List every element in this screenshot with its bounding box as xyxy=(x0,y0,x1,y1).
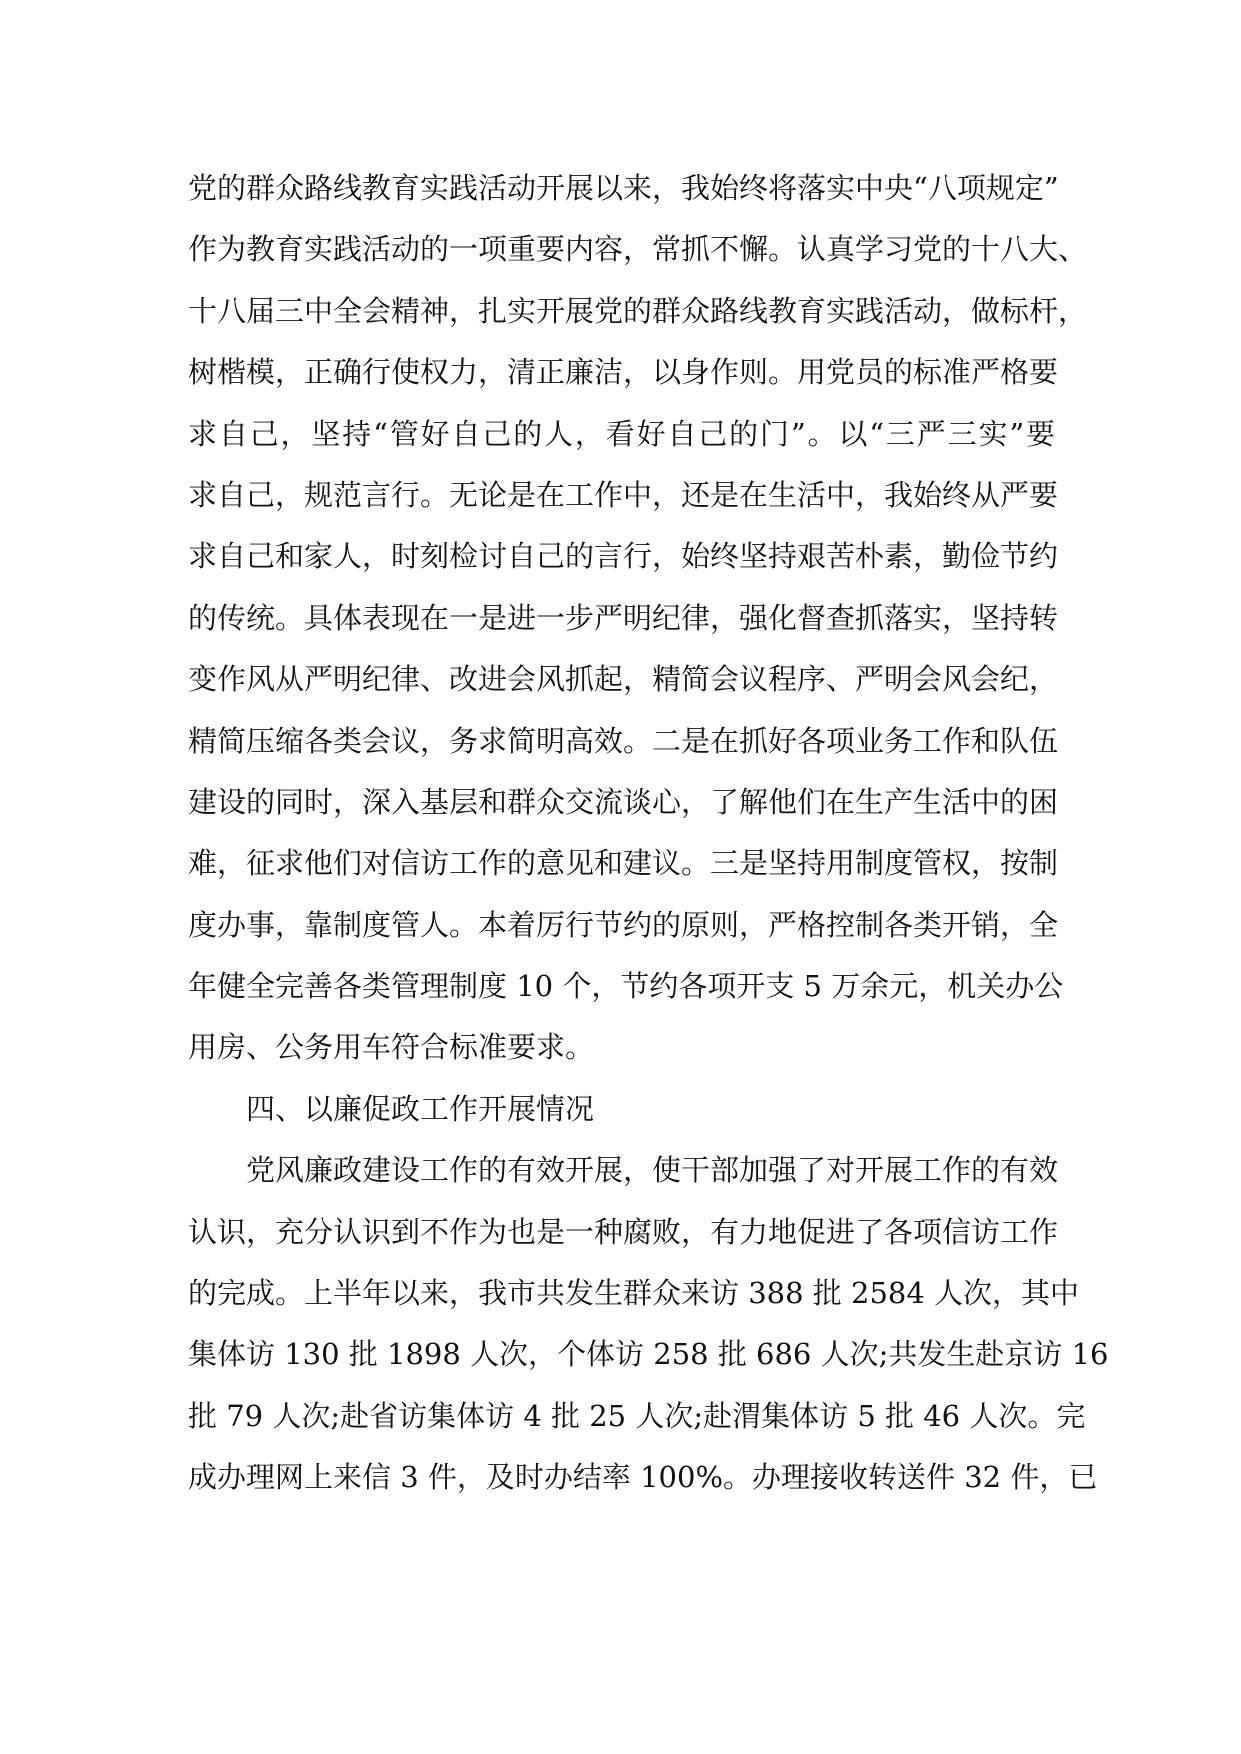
text-line: 变作风从严明纪律、改进会风抓起，精简会议程序、严明会风会纪， xyxy=(188,662,1059,697)
text-line: 度办事，靠制度管人。本着厉行节约的原则，严格控制各类开销，全 xyxy=(188,907,1059,942)
text-line: 求自己和家人，时刻检讨自己的言行，始终坚持艰苦朴素，勤俭节约 xyxy=(188,539,1059,574)
text-line: 求自己，规范言行。无论是在工作中，还是在生活中，我始终从严要 xyxy=(188,477,1059,512)
text-line: 党的群众路线教育实践活动开展以来，我始终将落实中央“八项规定” xyxy=(188,171,1059,205)
text-line: 成办理网上来信 3 件，及时办结率 100%。办理接收转送件 32 件，已 xyxy=(188,1460,1098,1495)
text-line: 的完成。上半年以来，我市共发生群众来访 388 批 2584 人次，其中 xyxy=(188,1276,1080,1311)
text-line: 的传统。具体表现在一是进一步严明纪律，强化督查抓落实，坚持转 xyxy=(188,600,1059,635)
text-line: 作为教育实践活动的一项重要内容，常抓不懈。认真学习党的十八大、 xyxy=(188,232,1088,267)
text-line: 树楷模，正确行使权力，清正廉洁，以身作则。用党员的标准严格要 xyxy=(188,355,1059,390)
text-line: 认识，充分认识到不作为也是一种腐败，有力地促进了各项信访工作 xyxy=(188,1214,1059,1249)
text-line: 批 79 人次;赴省访集体访 4 批 25 人次;赴渭集体访 5 批 46 人次。完 xyxy=(188,1398,1086,1433)
text-line: 建设的同时，深入基层和群众交流谈心，了解他们在生产生活中的困 xyxy=(188,784,1059,819)
text-line: 精简压缩各类会议，务求简明高效。二是在抓好各项业务工作和队伍 xyxy=(188,723,1059,758)
document-body xyxy=(188,158,1109,1509)
text-line: 集体访 130 批 1898 人次，个体访 258 批 686 人次;共发生赴京访 16 xyxy=(188,1337,1109,1372)
text-line: 十八届三中全会精神，扎实开展党的群众路线教育实践活动，做标杆， xyxy=(188,293,1088,328)
section-heading: 四、以廉促政工作开展情况 xyxy=(246,1091,595,1126)
text-line: 难，征求他们对信访工作的意见和建议。三是坚持用制度管权，按制 xyxy=(188,846,1059,881)
paragraph-first-line: 党风廉政建设工作的有效开展，使干部加强了对开展工作的有效 xyxy=(246,1153,1059,1188)
paragraph-end-line: 用房、公务用车符合标准要求。 xyxy=(188,1030,595,1065)
text-line: 求自己，坚持“管好自己的人，看好自己的门”。以“三严三实”要 xyxy=(188,416,1055,451)
text-line: 年健全完善各类管理制度 10 个，节约各项开支 5 万余元，机关办公 xyxy=(188,969,1064,1004)
